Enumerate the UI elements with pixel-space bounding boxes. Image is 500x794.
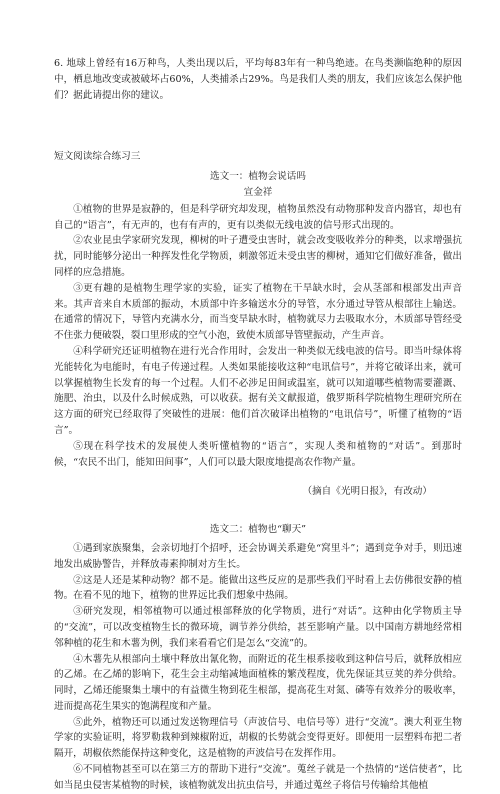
article-1-paragraph-1: ①植物的世界是寂静的，但是科学研究却发现，植物虽然没有动物那种发音内器官，却也有自己的“语言”，有无声的，也有有声的，更有以类似无线电波的信号形式出现的。 (54, 203, 462, 231)
question-6: 6. 地球上曾经有16万种鸟，人类出现以后，平均每83年有一种鸟绝迹。在鸟类濒临绝种的原因中，栖息地改变或被破坏占60%，人类捕杀占29%。鸟是我们人类的朋友，我们应该怎么保护他们？据此请提出你的建议。 (54, 58, 462, 101)
article-2-paragraph-5: ⑤此外，植物还可以通过发送物理信号（声波信号、电信号等）进行“交流”。澳大利亚生物学家的实验证明，将罗勒栽种到辣椒附近，胡椒的长势就会变得更好。即便用一层塑料布把二者隔开，胡椒依然能保持这种变化，这是植物的声波信号在发挥作用。 (54, 716, 462, 760)
article-1-author: 宣金祥 (243, 186, 273, 198)
article-2-title: 选文二：植物也“聊天” (209, 524, 307, 536)
article-2-paragraph-2: ②这是人还是某种动物？都不是。能做出这些反应的是那些我们平时看上去仿佛很安静的植物。在看不见的地下，植物的世界远比我们想象中热闹。 (54, 574, 462, 602)
article-1-paragraph-3: ③更有趣的是植物生理学家的实验，证实了植物在干旱缺水时，会从茎部和根部发出声音来。其声音来自木质部的振动，木质部中许多输送水分的导管，水分通过导管从根部往上输送。在通常的情况下，导管内充满水分，而当变旱缺水时，植物就尽力去吸取水分，木质部导管经受不住张力便破裂，裂口里形成的空气小泡，致使木质部导管壁振动，产生声音。 (54, 282, 462, 342)
section-title: 短文阅读综合练习三 (54, 151, 141, 163)
article-2-paragraph-4: ④木薯先从根部向土壤中释放出氰化物，而附近的花生根系接收到这种信号后，就释放相应的乙烯。在乙烯的影响下，花生会主动缩减地面植株的繁茂程度，优先保证其豆荚的养分供给。同时，乙烯还能聚集土壤中的有益微生物到花生根部，提高花生对氮、磷等有效养分的吸收率，进而提高花生果实的饱满程度和产量。 (54, 653, 462, 712)
article-2-paragraph-3: ③研究发现，相邻植物可以通过根部释放的化学物质，进行“对话”。这种由化学物质主导的“交流”，可以改变植物生长的微环境，调节养分供给，甚至影响产量。以中国南方耕地经常相邻种植的花生和木薯为例，我们来看看它们是怎么“交流”的。 (54, 606, 462, 649)
article-1-title: 选文一：植物会说话吗 (210, 171, 306, 183)
article-1-paragraph-4: ④科学研究还证明植物在进行光合作用时，会发出一种类似无线电波的信号。即当叶绿体将光能转化为电能时，有电子传递过程。人类如果能接收这种“电讯信号”，并将它破译出来，就可以掌握植物生长发育的每一个过程。人们不必涉足田间或温室，就可以知道哪些植物需要灌溉、施肥、治虫，以及什么时候成熟，可以收获。据有关文献报道，俄罗斯科学院植物生理研究所在这方面的研究已经取得了突破性的进展：他们首次破译出植物的“电讯信号”，听懂了植物的“语言”。 (54, 345, 462, 436)
article-1-paragraph-5: ⑤现在科学技术的发展使人类听懂植物的“语言”，实现人类和植物的“对话”。到那时候，“农民不出门，能知田间事”，人们可以最大限度地提高农作物产量。 (54, 440, 462, 468)
article-1-source: （摘自《光明日报》，有改动） (302, 486, 432, 498)
article-2-paragraph-1: ①遇到家族聚集，会亲切地打个招呼，还会协调关系避免“窝里斗”；遇到竞争对手，则迅速地发出威胁警告，并释放毒素抑制对方生长。 (54, 542, 462, 570)
article-2-paragraph-6: ⑥不同植物甚至可以在第三方的帮助下进行“交流”。蒐丝子就是一个热情的“送信使者”，比如当昆虫侵害某植物的时候，该植物就发出抗虫信号，并通过蒐丝子将信号传输给其他植 (54, 764, 462, 791)
article-1-paragraph-2: ②农业昆虫学家研究发现，柳树的叶子遭受虫害时，就会改变吸收养分的种类，以求增强抗扰，同时能够分泌出一种挥发性化学物质，刺激邻近未受虫害的柳树，通知它们做好准备，做出同样的应急措施。 (54, 235, 462, 278)
